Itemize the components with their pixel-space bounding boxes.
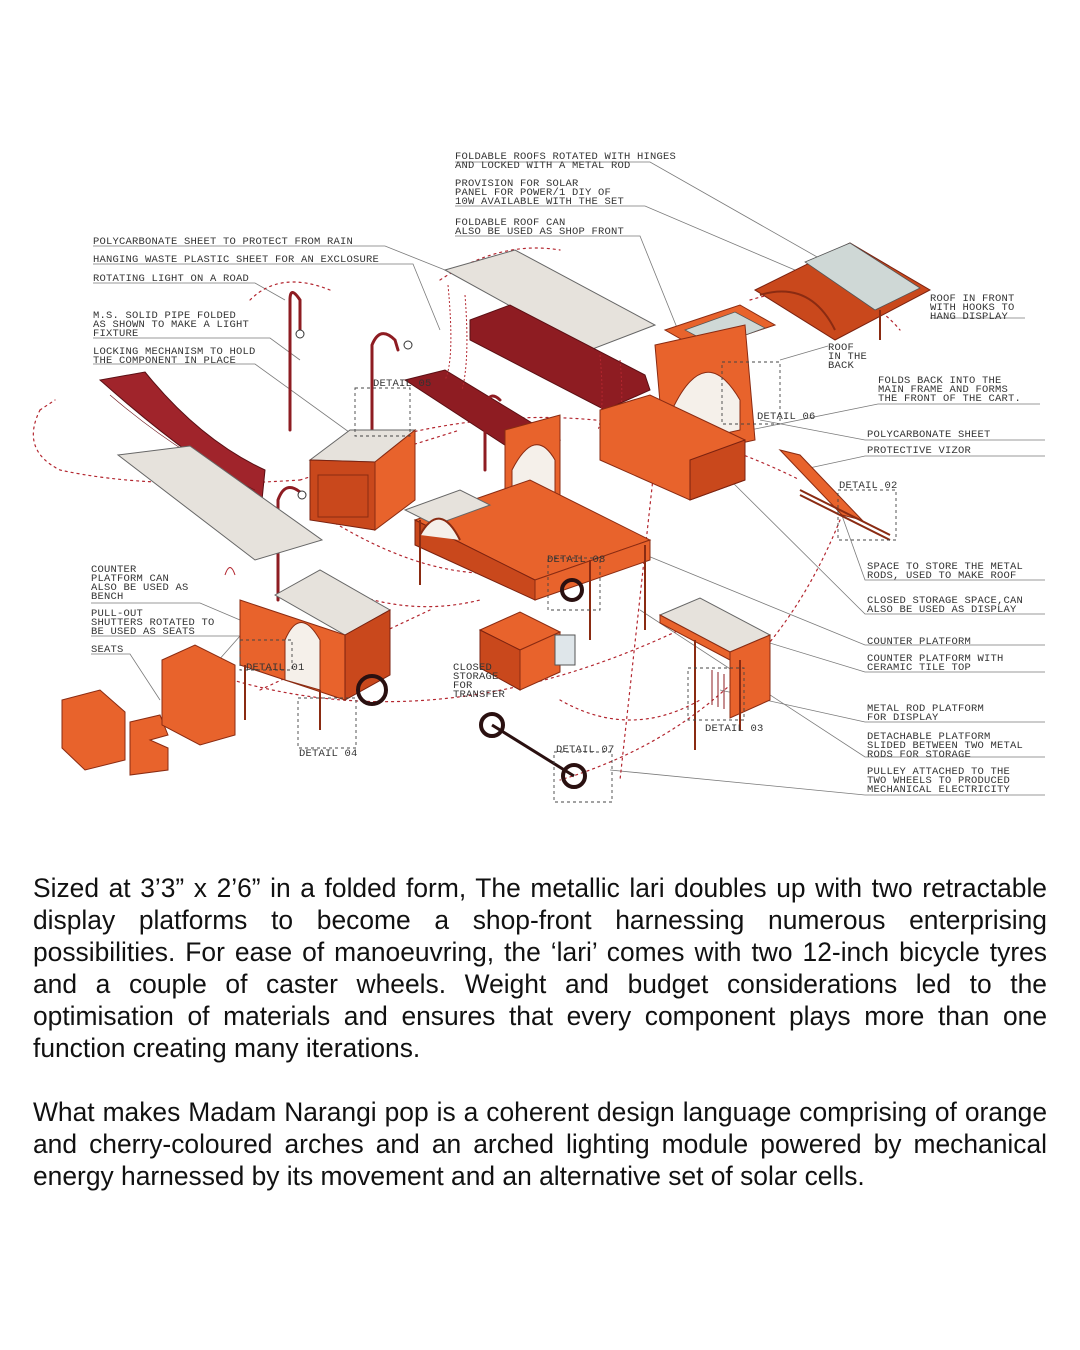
- label-line: FOR DISPLAY: [867, 712, 939, 724]
- label-protective-vizor: [867, 445, 972, 457]
- label-metal-rod-platform: [867, 703, 984, 724]
- label-line: DETACHABLE PLATFORM: [867, 731, 991, 743]
- label-closed-storage: [867, 595, 1023, 616]
- label-locking-mechanism: [93, 346, 256, 367]
- label-line: 10W AVAILABLE WITH THE SET: [455, 196, 625, 208]
- label-line: CLOSED STORAGE SPACE,CAN: [867, 595, 1024, 607]
- label-pulley: [867, 766, 1011, 796]
- label-line: ALSO BE USED AS DISPLAY: [867, 604, 1017, 616]
- label-line: MECHANICAL ELECTRICITY: [867, 784, 1011, 796]
- label-rotating-light: [93, 273, 249, 285]
- label-line: BACK: [828, 360, 855, 372]
- label-roof-shop-front: [455, 217, 624, 238]
- label-line: CERAMIC TILE TOP: [867, 662, 972, 674]
- detail-02-label: DETAIL 02: [839, 480, 898, 492]
- label-line: M.S. SOLID PIPE FOLDED: [93, 310, 237, 322]
- label-line: AS SHOWN TO MAKE A LIGHT: [93, 319, 250, 331]
- label-line: HANG DISPLAY: [930, 311, 1009, 323]
- label-line: THE COMPONENT IN PLACE: [93, 355, 237, 367]
- label-line: PROTECTIVE VIZOR: [867, 445, 972, 457]
- label-line: PLATFORM CAN: [91, 573, 170, 585]
- label-polycarbonate-sheet: [867, 429, 991, 441]
- label-line: ALSO BE USED AS: [91, 582, 189, 594]
- label-line: STORAGE: [453, 671, 499, 683]
- label-line: FOLDABLE ROOFS ROTATED WITH HINGES: [455, 151, 677, 163]
- description-text: [33, 872, 1047, 1224]
- label-line: POLYCARBONATE SHEET: [867, 429, 991, 441]
- label-roof-front: [930, 293, 1015, 323]
- side-table: [310, 430, 415, 530]
- label-metal-rod-space: [867, 561, 1023, 582]
- left-cart: [240, 570, 390, 730]
- detail-08-label: DETAIL 08: [547, 554, 606, 566]
- label-line: METAL ROD PLATFORM: [867, 703, 985, 715]
- detail-01-label: DETAIL 01: [246, 662, 305, 674]
- label-line: BE USED AS SEATS: [91, 626, 196, 638]
- label-line: SEATS: [91, 644, 124, 656]
- label-line: SLIDED BETWEEN TWO METAL: [867, 740, 1024, 752]
- label-line: HANGING WASTE PLASTIC SHEET FOR AN EXCLOSURE: [93, 254, 380, 266]
- label-line: PULLEY ATTACHED TO THE: [867, 766, 1011, 778]
- label-foldable-roofs: [455, 151, 676, 172]
- label-counter-ceramic: [867, 653, 1004, 674]
- label-roof-back: [828, 342, 867, 372]
- label-pull-out-shutters: [91, 608, 215, 638]
- label-folds-back: [878, 375, 1021, 405]
- label-line: IN THE: [828, 351, 868, 363]
- label-line: RODS, USED TO MAKE ROOF: [867, 570, 1017, 582]
- label-line: ALSO BE USED AS SHOP FRONT: [455, 226, 625, 238]
- detail-04-label: DETAIL 04: [299, 748, 358, 760]
- label-line: COUNTER PLATFORM: [867, 636, 972, 648]
- label-ms-pipe: [93, 310, 249, 340]
- detail-07-label: DETAIL 07: [556, 744, 615, 756]
- paragraph-size: Sized at 3’3” x 2’6” in a folded form, The metallic lari doubles up with two retractable display platforms to become a shop-front harnessing numerous enterprising possibilities. For ease of manoeuvring, the ‘lari’ comes with two 12-inch bicycle tyres and a couple of caster wheels. Weight and budget considerations led to the optimisation of materials and ensures that every component plays more than one function creating many iterations.: [33, 873, 1047, 1063]
- label-line: SPACE TO STORE THE METAL: [867, 561, 1024, 573]
- label-line: WITH HOOKS TO: [930, 302, 1015, 314]
- label-line: PULL-OUT: [91, 608, 144, 620]
- label-line: FOLDS BACK INTO THE: [878, 375, 1002, 387]
- label-detachable-platform: [867, 731, 1023, 761]
- label-line: PROVISION FOR SOLAR: [455, 178, 579, 190]
- label-line: AND LOCKED WITH A METAL ROD: [455, 160, 631, 172]
- label-line: PANEL FOR POWER/1 DIY OF: [455, 187, 612, 199]
- label-line: POLYCARBONATE SHEET TO PROTECT FROM RAIN: [93, 236, 354, 248]
- label-line: ROOF IN FRONT: [930, 293, 1015, 305]
- detail-06-label: DETAIL 06: [757, 411, 816, 423]
- arch-frame-right: [600, 325, 755, 500]
- label-line: ROOF: [828, 342, 855, 354]
- label-polycarbonate-rain: [93, 236, 353, 248]
- label-line: TRANSFER: [453, 689, 506, 701]
- label-line: FOLDABLE ROOF CAN: [455, 217, 566, 229]
- label-line: FIXTURE: [93, 328, 139, 340]
- detail-05-label: DETAIL 05: [373, 378, 432, 390]
- label-line: FOR: [453, 680, 473, 692]
- label-line: BENCH: [91, 591, 124, 603]
- seats: [62, 645, 235, 775]
- label-line: CLOSED: [453, 662, 493, 674]
- label-line: TWO WHEELS TO PRODUCED: [867, 775, 1011, 787]
- paragraph-design: What makes Madam Narangi pop is a coherent design language comprising of orange and cherry-coloured arches and an arched lighting module powered by mechanical energy harnessed by its movement and an alternative set of solar cells.: [33, 1097, 1047, 1191]
- label-counter-bench: [91, 564, 189, 603]
- label-solar-provision: [455, 178, 624, 208]
- label-counter-platform: [867, 636, 971, 648]
- label-line: MAIN FRAME AND FORMS: [878, 384, 1009, 396]
- protective-vizor: [780, 450, 890, 540]
- label-line: SHUTTERS ROTATED TO: [91, 617, 215, 629]
- front-roof: [755, 243, 930, 340]
- label-line: COUNTER PLATFORM WITH: [867, 653, 1004, 665]
- label-line: THE FRONT OF THE CART.: [878, 393, 1022, 405]
- label-seats: [91, 644, 124, 656]
- detail-03-label: DETAIL 03: [705, 723, 764, 735]
- label-hanging-plastic: [93, 254, 379, 266]
- label-line: LOCKING MECHANISM TO HOLD: [93, 346, 256, 358]
- label-line: ROTATING LIGHT ON A ROAD: [93, 273, 250, 285]
- label-line: RODS FOR STORAGE: [867, 749, 972, 761]
- label-line: COUNTER: [91, 564, 137, 576]
